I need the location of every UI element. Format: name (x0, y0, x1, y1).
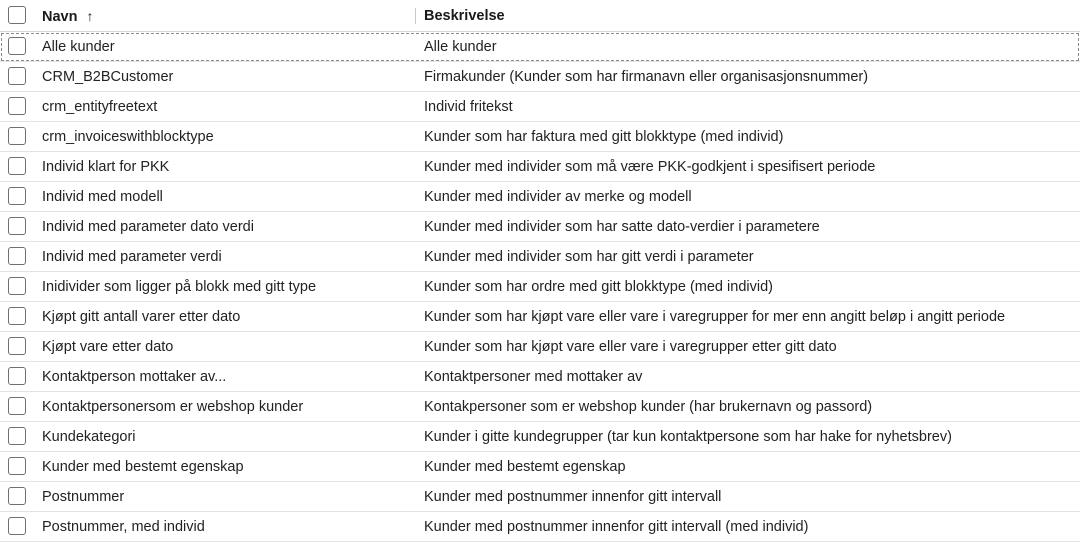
row-name-cell: Alle kunder (42, 39, 115, 55)
row-checkbox[interactable] (8, 247, 26, 265)
table-row[interactable] (0, 182, 1080, 212)
row-name-cell: Kunder med bestemt egenskap (42, 459, 244, 475)
row-checkbox[interactable] (8, 67, 26, 85)
row-checkbox[interactable] (8, 187, 26, 205)
row-checkbox[interactable] (8, 487, 26, 505)
select-all-checkbox[interactable] (8, 6, 26, 24)
table-row[interactable] (0, 512, 1080, 542)
row-description-cell: Alle kunder (424, 39, 497, 55)
table-row[interactable] (0, 362, 1080, 392)
row-description-cell: Kunder med individer av merke og modell (424, 189, 692, 205)
row-name-cell: crm_invoiceswithblocktype (42, 129, 214, 145)
row-checkbox[interactable] (8, 37, 26, 55)
table-row[interactable] (0, 452, 1080, 482)
row-checkbox[interactable] (8, 277, 26, 295)
row-name-cell: Postnummer (42, 489, 125, 505)
row-name-cell: Kundekategori (42, 429, 136, 445)
row-name-cell: Inidivider som ligger på blokk med gitt type (42, 279, 317, 295)
row-description-cell: Kunder med bestemt egenskap (424, 459, 626, 475)
row-name-cell: Individ med parameter dato verdi (42, 219, 254, 235)
row-checkbox[interactable] (8, 397, 26, 415)
row-description-cell: Kunder som har faktura med gitt blokktype (med individ) (424, 129, 784, 145)
table-row[interactable] (0, 482, 1080, 512)
row-description-cell: Kontakpersoner som er webshop kunder (har brukernavn og passord) (424, 399, 873, 415)
table-row[interactable] (0, 272, 1080, 302)
row-description-cell: Kunder med postnummer innenfor gitt intervall (424, 489, 722, 505)
column-separator[interactable] (415, 8, 416, 24)
grid-header (0, 0, 1080, 32)
row-description-cell: Kunder med individer som har satte dato-verdier i parametere (424, 219, 820, 235)
sort-ascending-icon: ↑ (86, 8, 94, 24)
column-header-name[interactable] (42, 0, 412, 32)
row-checkbox[interactable] (8, 127, 26, 145)
row-name-cell: Postnummer, med individ (42, 519, 205, 535)
table-row[interactable] (0, 332, 1080, 362)
row-checkbox[interactable] (8, 427, 26, 445)
table-row[interactable] (0, 92, 1080, 122)
column-header-name-label: Navn (42, 9, 78, 25)
row-name-cell: Kjøpt vare etter dato (42, 339, 174, 355)
row-name-cell: Kontaktpersonersom er webshop kunder (42, 399, 304, 415)
row-name-cell: CRM_B2BCustomer (42, 69, 174, 85)
row-name-cell: Individ klart for PKK (42, 159, 170, 175)
table-row[interactable] (0, 152, 1080, 182)
table-row[interactable] (0, 242, 1080, 272)
row-checkbox[interactable] (8, 97, 26, 115)
row-name-cell: Individ med parameter verdi (42, 249, 222, 265)
row-checkbox[interactable] (8, 307, 26, 325)
row-name-cell: crm_entityfreetext (42, 99, 158, 115)
row-checkbox[interactable] (8, 337, 26, 355)
row-description-cell: Kunder som har kjøpt vare eller vare i varegrupper etter gitt dato (424, 339, 837, 355)
row-description-cell: Kontaktpersoner med mottaker av (424, 369, 643, 385)
row-name-cell: Kjøpt gitt antall varer etter dato (42, 309, 241, 325)
row-description-cell: Kunder med postnummer innenfor gitt intervall (med individ) (424, 519, 809, 535)
row-checkbox[interactable] (8, 157, 26, 175)
row-description-cell: Kunder i gitte kundegrupper (tar kun kontaktpersone som har hake for nyhetsbrev) (424, 429, 952, 445)
row-description-cell: Firmakunder (Kunder som har firmanavn eller organisasjonsnummer) (424, 69, 869, 85)
row-description-cell: Individ fritekst (424, 99, 513, 115)
table-row[interactable] (0, 62, 1080, 92)
row-description-cell: Kunder med individer som har gitt verdi i parameter (424, 249, 754, 265)
column-header-description[interactable]: Beskrivelse (424, 8, 505, 24)
row-name-cell: Individ med modell (42, 189, 163, 205)
table-row[interactable] (0, 392, 1080, 422)
table-row[interactable] (0, 422, 1080, 452)
row-description-cell: Kunder med individer som må være PKK-godkjent i spesifisert periode (424, 159, 876, 175)
grid-body (0, 32, 1080, 542)
row-checkbox[interactable] (8, 517, 26, 535)
row-description-cell: Kunder som har ordre med gitt blokktype (med individ) (424, 279, 773, 295)
table-row[interactable] (0, 212, 1080, 242)
table-row[interactable] (0, 122, 1080, 152)
row-name-cell: Kontaktperson mottaker av... (42, 369, 227, 385)
table-row[interactable] (0, 32, 1080, 62)
row-checkbox[interactable] (8, 217, 26, 235)
row-description-cell: Kunder som har kjøpt vare eller vare i varegrupper for mer enn angitt beløp i angitt periode (424, 309, 1006, 325)
row-checkbox[interactable] (8, 457, 26, 475)
table-row[interactable] (0, 302, 1080, 332)
row-checkbox[interactable] (8, 367, 26, 385)
